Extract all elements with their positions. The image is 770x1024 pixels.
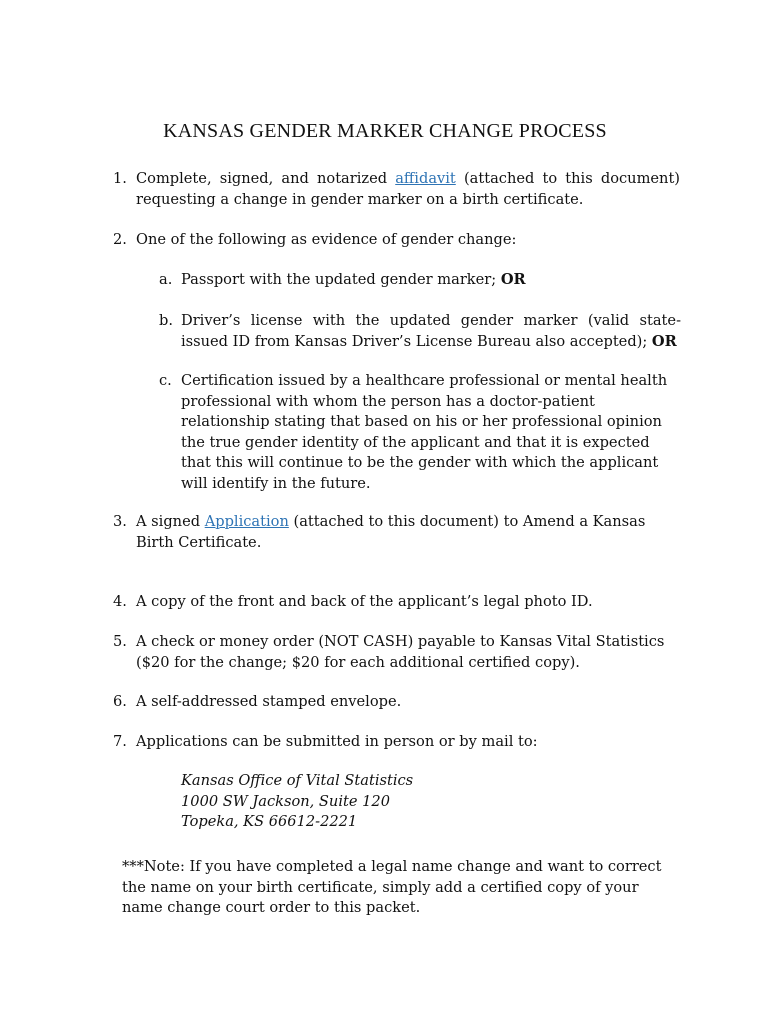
sub-item-letter: c. — [159, 372, 172, 389]
item-number: 7. — [113, 733, 127, 750]
item-number: 4. — [113, 593, 127, 610]
item-text: A check or money order (NOT CASH) payable to Kansas Vital Statistics ($20 for the change; $20 for each additional certified copy). — [136, 633, 665, 671]
sub-item-text: Passport with the updated gender marker; OR — [181, 271, 526, 288]
item-number: 1. — [113, 170, 127, 187]
address-line-3: Topeka, KS 66612-2221 — [181, 813, 358, 830]
item-number: 5. — [113, 633, 127, 650]
page-title: KANSAS GENDER MARKER CHANGE PROCESS — [163, 120, 607, 142]
item-text: Complete, signed, and notarized affidavit (attached to this document) requesting a change in gender marker on a birth certificate. — [136, 170, 681, 208]
or-emphasis: OR — [651, 332, 677, 350]
or-emphasis: OR — [500, 271, 526, 288]
item-text: A signed Application (attached to this document) to Amend a Kansas Birth Certificate. — [136, 513, 646, 551]
sub-item-letter: a. — [159, 271, 173, 288]
affidavit-link[interactable]: affidavit — [395, 170, 456, 187]
item-number: 3. — [113, 513, 127, 530]
note-paragraph: ***Note: If you have completed a legal name change and want to correct the name on your birth certificate, simply add a certified copy of your name change court order to this packet. — [122, 858, 662, 916]
item-text: A copy of the front and back of the applicant’s legal photo ID. — [136, 593, 593, 610]
application-link[interactable]: Application — [204, 513, 289, 530]
address-line-1: Kansas Office of Vital Statistics — [181, 772, 414, 789]
sub-item-text: Driver’s license with the updated gender marker (valid state-issued ID from Kansas Driver’s License Bureau also accepted); OR — [181, 312, 681, 350]
item-number: 6. — [113, 693, 127, 710]
item-text: One of the following as evidence of gender change: — [136, 231, 517, 248]
sub-item-letter: b. — [159, 312, 173, 329]
item-number: 2. — [113, 231, 127, 248]
item-text: Applications can be submitted in person or by mail to: — [136, 733, 538, 750]
item-text: A self-addressed stamped envelope. — [136, 693, 402, 710]
mailing-address — [181, 771, 661, 833]
address-line-2: 1000 SW Jackson, Suite 120 — [181, 792, 390, 810]
sub-item-text: Certification issued by a healthcare professional or mental health professional with whom the person has a doctor-patient relationship stating that based on his or her professional opinion the true gender identity of the applicant and that it is expected that this will continue to be the gender with which the applicant will identify in the future. — [181, 372, 668, 492]
